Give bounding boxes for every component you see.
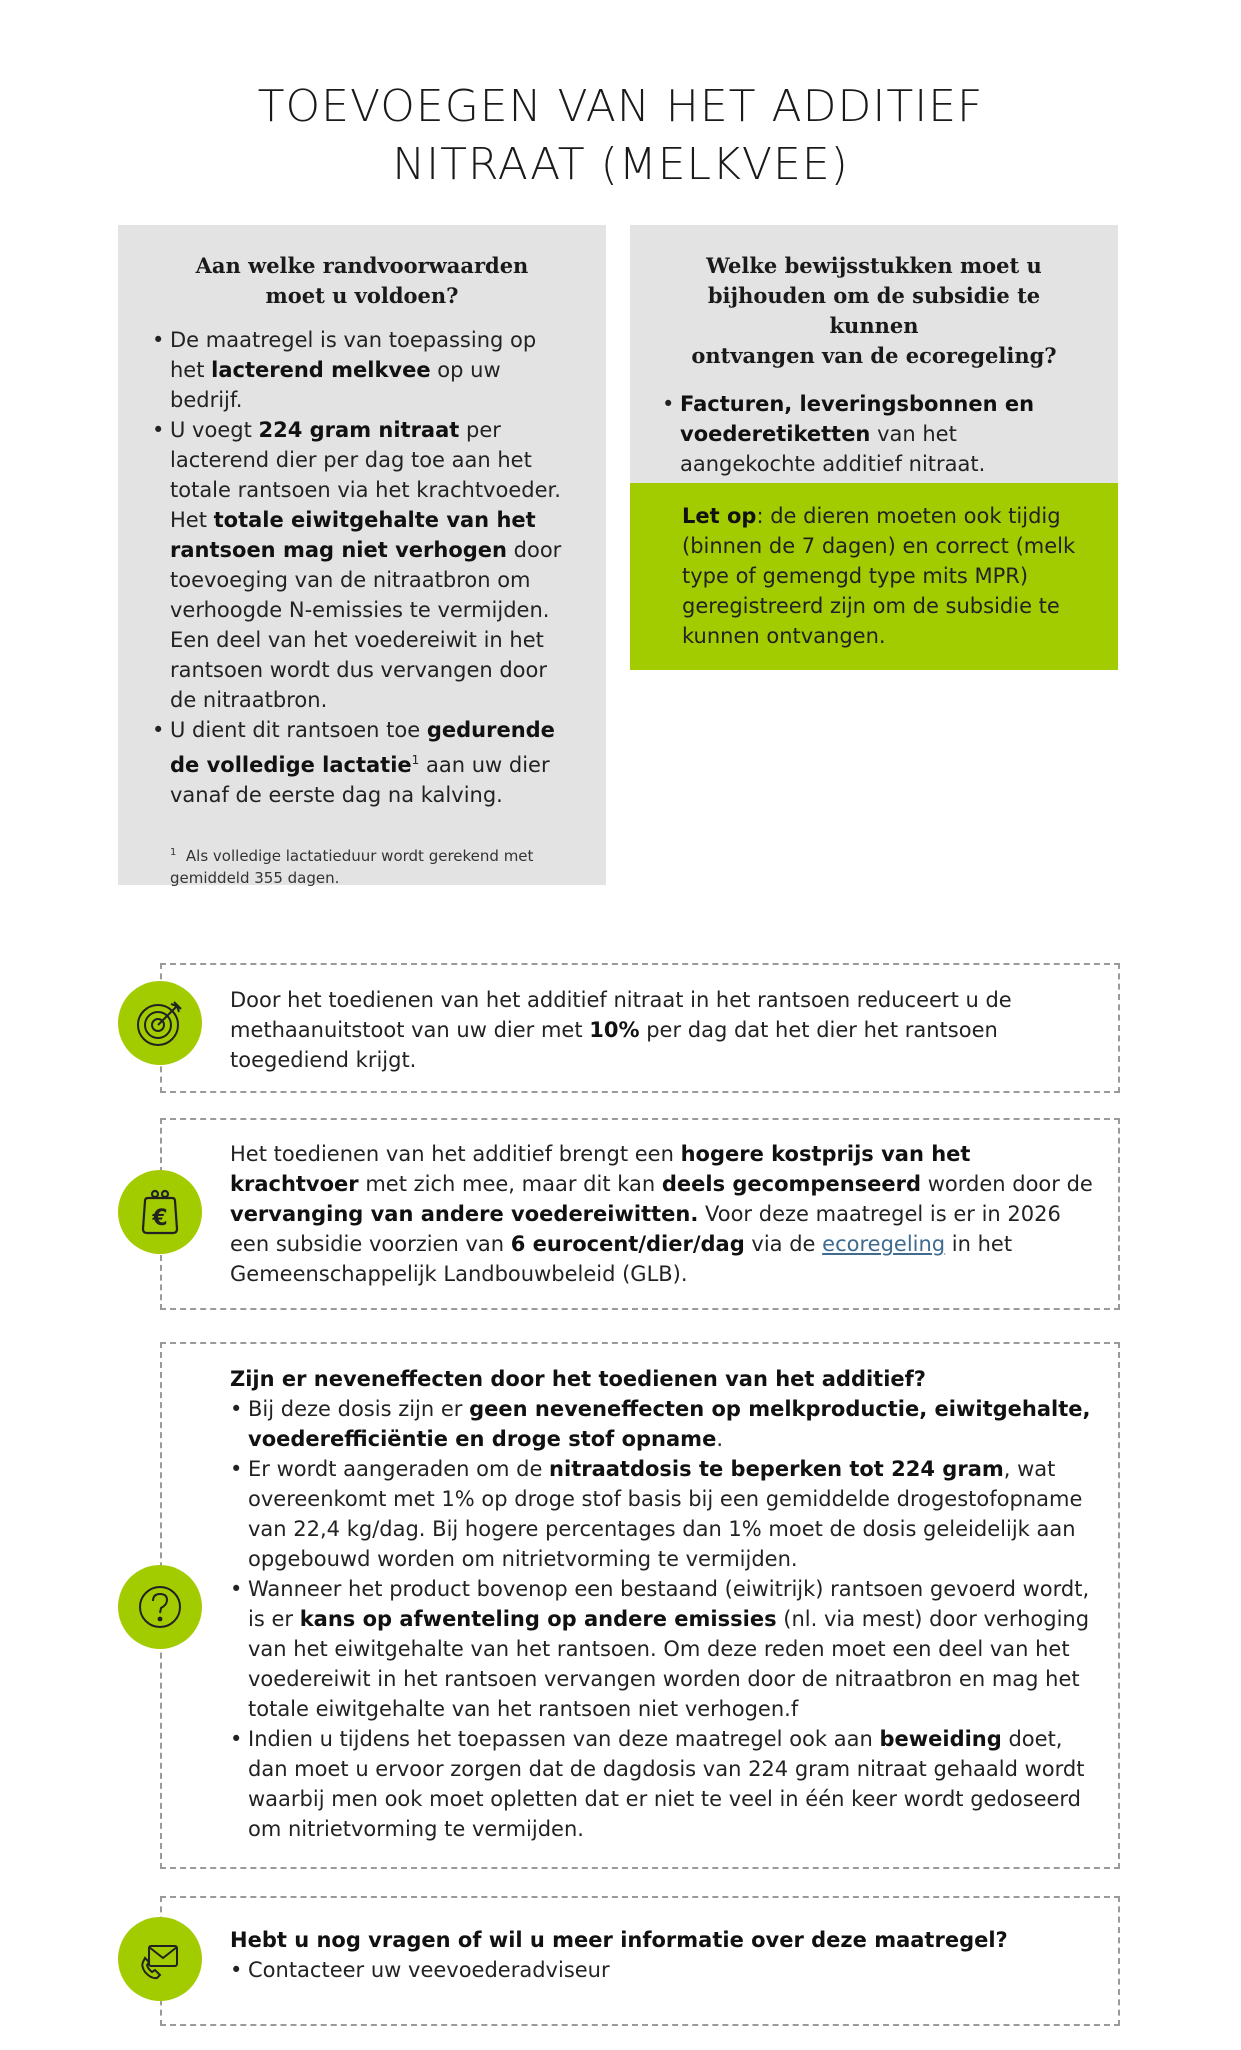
list-item: • Bij deze dosis zijn er geen neveneffecten op melkproductie, eiwitgehalte, voederefficiëntie en droge stof opname. [230, 1394, 1100, 1454]
note-text: Let op: de dieren moeten ook tijdig (binnen de 7 dagen) en correct (melk type of gemengd type mits MPR) geregistreerd zijn om de subsidie te kunnen ontvangen. [682, 504, 1076, 648]
side-effects-heading: Zijn er neveneffecten door het toedienen van het additief? [230, 1367, 926, 1391]
cost-text: Het toedienen van het additief brengt een hogere kostprijs van het krachtvoer met zich mee, maar dit kan deels gecompenseerd worden door de vervanging van andere voedereiwitten. Voor deze maatregel is er in 2026 een subsidie voorzien van 6 eurocent/dier/dag via de ecoregeling in het Gemeenschappelijk Landbouwbeleid (GLB). [230, 1142, 1093, 1286]
list-item: • Er wordt aangeraden om de nitraatdosis te beperken tot 224 gram, wat overeenkomt met 1% op droge stof basis bij een gemiddelde drogestofopname van 22,4 kg/dag. Bij hogere percentages dan 1% moet de dosis geleidelijk aan opgebouwd worden om nitrietvorming te vermijden. [230, 1454, 1100, 1574]
ecoregeling-link[interactable]: ecoregeling [822, 1232, 946, 1256]
requirements-list [152, 325, 574, 810]
evidence-box [630, 225, 1118, 483]
title-line-2: NITRAAT (MELKVEE) [392, 139, 849, 190]
methane-text: Door het toedienen van het additief nitraat in het rantsoen reduceert u de methaanuitstoot van uw dier met 10% per dag dat het dier het rantsoen toegediend krijgt. [230, 988, 1012, 1072]
svg-text:€: € [152, 1206, 168, 1231]
contact-list [230, 1955, 1100, 1985]
note-box [630, 483, 1118, 670]
list-item: • U dient dit rantsoen toe gedurende de volledige lactatie$^1$ aan uw dier vanaf de eerste dag na kalving. [152, 715, 574, 810]
target-icon [118, 981, 202, 1065]
list-item: • U voegt 224 gram nitraat per lacterend dier per dag toe aan het totale rantsoen via het krachtvoeder. Het totale eiwitgehalte van het rantsoen mag niet verhogen door toevoeging van de nitraatbron om verhoogde N-emissies te vermijden. Een deel van het voedereiwit in het rantsoen wordt dus vervangen door de nitraatbron. [152, 415, 574, 715]
title-line-1: TOEVOEGEN VAN HET ADDITIEF [257, 81, 984, 132]
list-item: • Wanneer het product bovenop een bestaand (eiwitrijk) rantsoen gevoerd wordt, is er kans op afwenteling op andere emissies (nl. via mest) door verhoging van het eiwitgehalte van het rantsoen. Om deze reden moet een deel van het voedereiwit in het rantsoen vervangen worden door de nitraatbron en mag het totale eiwitgehalte van het rantsoen niet verhogen.f [230, 1574, 1100, 1724]
phone-mail-icon [118, 1917, 202, 2001]
list-item: • Indien u tijdens het toepassen van deze maatregel ook aan beweiding doet, dan moet u ervoor zorgen dat de dagdosis van 224 gram nitraat gehaald wordt waarbij men ook moet opletten dat er niet te veel in één keer wordt gedoseerd om nitrietvorming te vermijden. [230, 1724, 1100, 1844]
list-item: • Contacteer uw veevoederadviseur [230, 1955, 1100, 1985]
requirements-box [118, 225, 606, 885]
contact-text [230, 1925, 1100, 1985]
question-icon [118, 1565, 202, 1649]
contact-heading: Hebt u nog vragen of wil u meer informatie over deze maatregel? [230, 1928, 1008, 1952]
evidence-heading: Welke bewijsstukken moet u bijhouden om de subsidie te kunnen ontvangen van de ecoregeling? [691, 253, 1057, 368]
list-item: • De maatregel is van toepassing op het lacterend melkvee op uw bedrijf. [152, 325, 574, 415]
page-title [0, 78, 1241, 194]
list-item: • Facturen, leveringsbonnen en voederetiketten van het aangekochte additief nitraat. [662, 389, 1088, 479]
side-effects-list [230, 1394, 1100, 1844]
footnote: $^1$ Als volledige lactatieduur wordt gerekend met gemiddeld 355 dagen. [170, 847, 534, 887]
evidence-list [662, 389, 1088, 479]
side-effects-text [230, 1364, 1100, 1844]
requirements-heading: Aan welke randvoorwaarden moet u voldoen? [195, 253, 529, 308]
euro-purse-icon [118, 1170, 202, 1254]
